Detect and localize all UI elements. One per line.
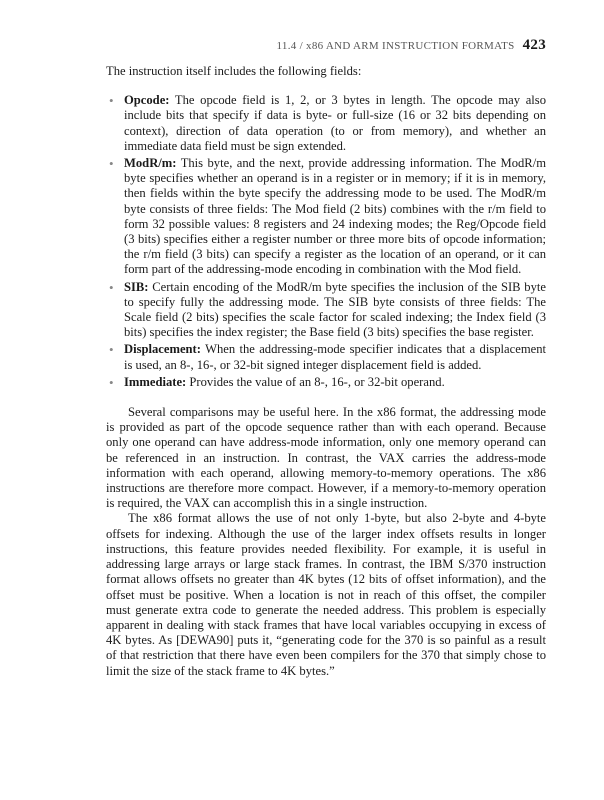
bullet-icon: •: [109, 279, 114, 295]
field-term: Displacement:: [124, 342, 201, 357]
body-text: [106, 64, 546, 679]
field-description: Provides the value of an 8-, 16-, or 32-bit operand.: [189, 374, 445, 389]
running-title: 11.4 / x86 AND ARM INSTRUCTION FORMATS: [276, 40, 515, 52]
field-item-opcode: [106, 93, 546, 154]
paragraph-comparisons: Several comparisons may be useful here. In the x86 format, the addressing mode is provided as part of the opcode sequence rather than with each operand. Because only one operand can have address-mode information, only one memory operand can be referenced in an instruction. In contrast, the VAX carries the address-mode information with each operand, allowing memory-to-memory operations. The x86 instructions are therefore more compact. However, if a memory-to-memory operation is required, the VAX can accomplish this in a single instruction.: [106, 405, 546, 511]
field-term: ModR/m:: [124, 156, 177, 171]
field-item-sib: [106, 280, 546, 341]
bullet-icon: •: [109, 374, 114, 390]
paragraph-offsets: The x86 format allows the use of not only 1-byte, but also 2-byte and 4-byte offsets for indexing. Although the use of the larger index offsets results in longer instructions, this feature provides needed flexibility. For example, it is useful in addressing large arrays or large stack frames. In contrast, the IBM S/370 instruction format allows offsets no greater than 4K bytes (12 bits of offset information), and the offset must be positive. When a location is not in reach of this offset, the compiler must generate extra code to generate the needed address. This problem is especially apparent in dealing with stack frames that have local variables occupying in excess of 4K bytes. As [DEWA90] puts it, “generating code for the 370 is so painful as a result of that restriction that there have even been compilers for the 370 that simply chose to limit the size of the stack frame to 4K bytes.”: [106, 511, 546, 678]
field-term: SIB:: [124, 279, 149, 294]
field-description: The opcode field is 1, 2, or 3 bytes in length. The opcode may also include bits that specify if data is byte- or full-size (16 or 32 bits depending on context), direction of data operation (to or from memory), and whether an immediate data field must be sign extended.: [124, 93, 547, 153]
field-item-immediate: [106, 375, 546, 390]
page-number: 423: [522, 37, 546, 53]
field-item-modrm: [106, 156, 546, 278]
field-list: [106, 93, 546, 390]
field-term: Opcode:: [124, 93, 170, 108]
field-description: Certain encoding of the ModR/m byte specifies the inclusion of the SIB byte to specify fully the addressing mode. The SIB byte consists of three fields: The Scale field (2 bits) specifies the scale factor for scaled indexing; the Index field (3 bits) specifies the index register; the Base field (3 bits) specifies the base register.: [124, 279, 546, 340]
bullet-icon: •: [109, 156, 114, 172]
field-term: Immediate:: [124, 374, 187, 389]
bullet-icon: •: [109, 342, 114, 358]
running-header: [106, 37, 546, 54]
field-description: This byte, and the next, provide addressing information. The ModR/m byte specifies whether an operand is in a register or in memory; if it is in memory, then fields within the byte specify the addressing mode to be used. The ModR/m byte consists of three fields: The Mod field (2 bits) combines with the r/m field to form 32 possible values: 8 registers and 24 indexing modes; the Reg/Opcode field (3 bits) specifies either a register number or three more bits of opcode information; the r/m field (3 bits) can specify a register as the location of an operand, or it can form part of the addressing-mode encoding in combination with the Mod field.: [124, 156, 547, 277]
field-description: When the addressing-mode specifier indicates that a displacement is used, an 8-, 16-, or 32-bit signed integer displacement field is added.: [124, 342, 547, 372]
bullet-icon: •: [109, 93, 114, 109]
field-item-displacement: [106, 342, 546, 372]
intro-sentence: The instruction itself includes the following fields:: [106, 64, 362, 78]
